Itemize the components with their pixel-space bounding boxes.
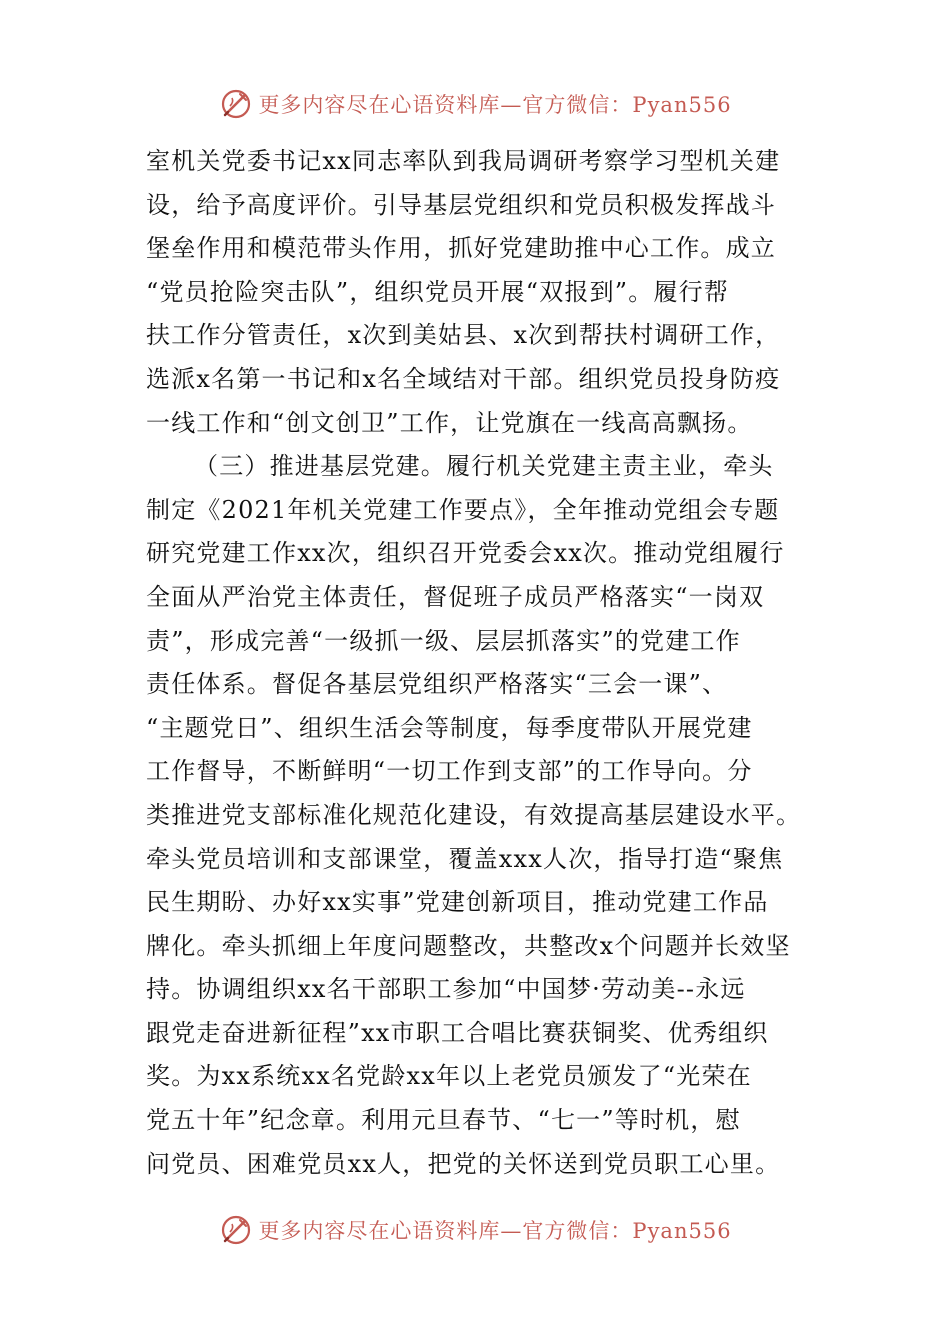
text-line: 奖。为xx系统xx名党龄xx年以上老党员颁发了“光荣在 [146,1062,752,1091]
text-line: 民生期盼、办好xx实事”党建创新项目，推动党建工作品 [146,888,769,917]
text-line: “主题党日”、组织生活会等制度，每季度带队开展党建 [146,713,753,742]
header-watermark [0,84,950,124]
footer-watermark-text: 更多内容尽在心语资料库—官方微信：Pyan556 [258,1219,732,1243]
text-line: 问党员、困难党员xx人，把党的关怀送到党员职工心里。 [146,1149,781,1178]
text-line: 堡垒作用和模范带头作用，抓好党建助推中心工作。成立 [146,234,776,263]
pen-logo-icon [218,86,254,122]
text-line: 工作督导，不断鲜明“一切工作到支部”的工作导向。分 [146,757,753,786]
document-body [146,140,806,1186]
section-heading-line: （三）推进基层党建。履行机关党建主责主业，牵头 [194,452,774,481]
text-line: 选派x名第一书记和x名全域结对干部。组织党员投身防疫 [146,364,781,393]
text-line: 设，给予高度评价。引导基层党组织和党员积极发挥战斗 [146,190,776,219]
pen-logo-icon [218,1212,254,1248]
text-line: 责任体系。督促各基层党组织严格落实“三会一课”、 [146,670,728,699]
text-line: 党五十年”纪念章。利用元旦春节、“七一”等时机，慰 [146,1106,741,1135]
text-line: 研究党建工作xx次，组织召开党委会xx次。推动党组履行 [146,539,785,568]
text-line: 全面从严治党主体责任，督促班子成员严格落实“一岗双 [146,582,765,611]
text-line: 一线工作和“创文创卫”工作，让党旗在一线高高飘扬。 [146,408,753,437]
text-line: 持。协调组织xx名干部职工参加“中国梦·劳动美--永远 [146,975,746,1004]
text-line: 室机关党委书记xx同志率队到我局调研考察学习型机关建 [146,147,781,175]
text-line: 扶工作分管责任，x次到美姑县、x次到帮扶村调研工作， [146,321,781,350]
text-line: 牵头党员培训和支部课堂，覆盖xxx人次，指导打造“聚焦 [146,844,784,873]
text-line: “党员抢险突击队”，组织党员开展“双报到”。履行帮 [146,277,730,306]
text-line: 责”，形成完善“一级抓一级、层层抓落实”的党建工作 [146,626,741,655]
text-line: 类推进党支部标准化规范化建设，有效提高基层建设水平。 [146,800,802,829]
text-line: 牌化。牵头抓细上年度问题整改，共整改x个问题并长效坚 [146,931,791,960]
footer-watermark [0,1210,950,1250]
header-watermark-text: 更多内容尽在心语资料库—官方微信：Pyan556 [258,93,732,117]
text-line: 制定《2021年机关党建工作要点》，全年推动党组会专题 [146,495,780,524]
text-line: 跟党走奋进新征程”xx市职工合唱比赛获铜奖、优秀组织 [146,1018,769,1047]
